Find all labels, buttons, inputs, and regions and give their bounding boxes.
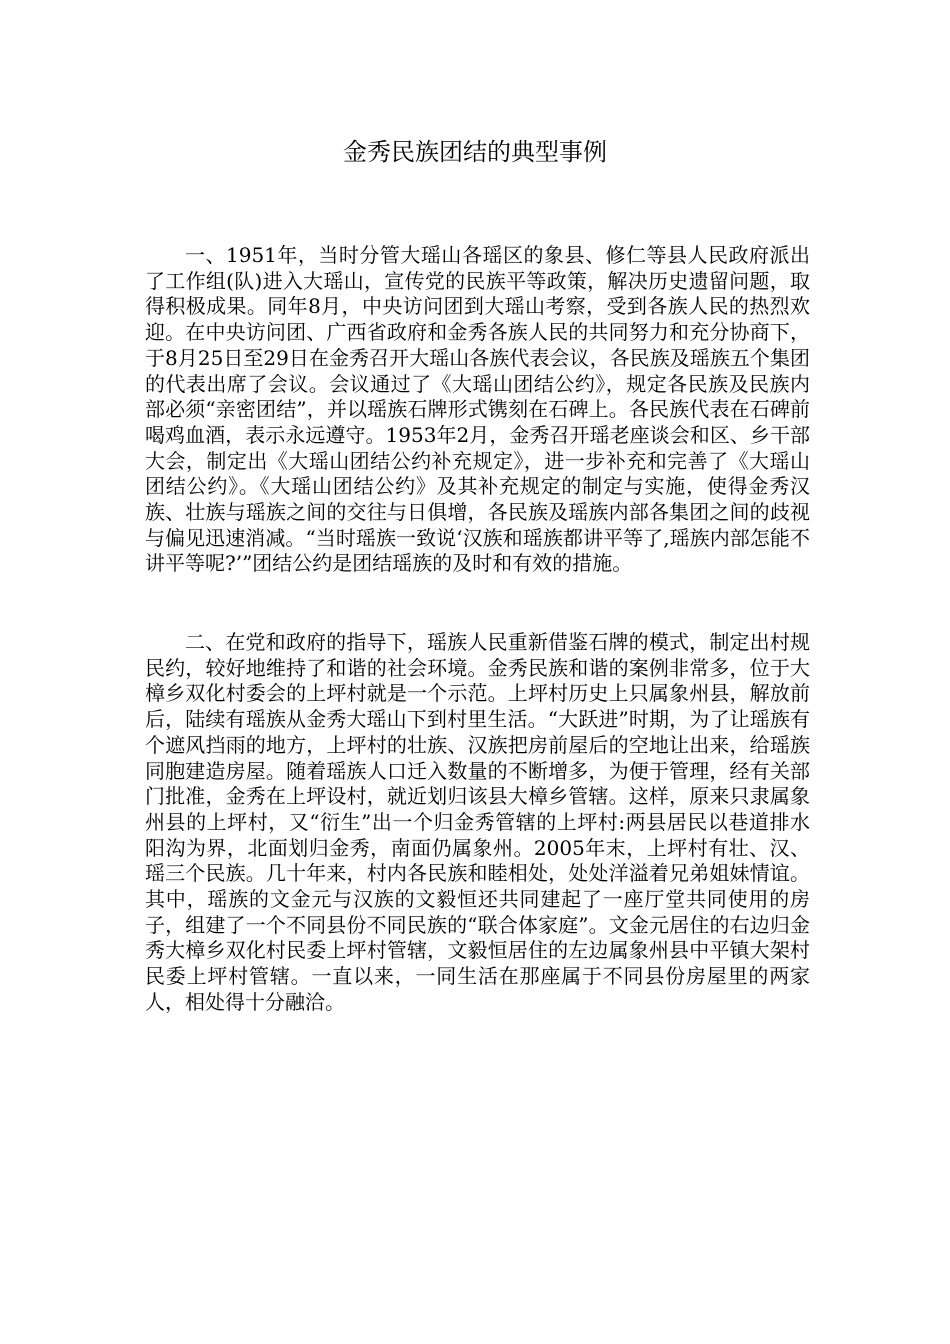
paragraph-1: 一、1951年，当时分管大瑶山各瑶区的象县、修仁等县人民政府派出了工作组(队)进入大瑶山，宣传党的民族平等政策，解决历史遗留问题，取得积极成果。同年8月，中央访问团到大瑶山考察，受到各族人民的热烈欢迎。在中央访问团、广西省政府和金秀各族人民的共同努力和充分协商下，于8月25日至29日在金秀召开大瑶山各族代表会议，各民族及瑶族五个集团的代表出席了会议。会议通过了《大瑶山团结公约》，规定各民族及民族内部必须“亲密团结”，并以瑶族石牌形式镌刻在石碑上。各民族代表在石碑前喝鸡血酒，表示永远遵守。1953年2月，金秀召开瑶老座谈会和区、乡干部大会，制定出《大瑶山团结公约补充规定》，进一步补充和完善了《大瑶山团结公约》。《大瑶山团结公约》及其补充规定的制定与实施，使得金秀汉族、壮族与瑶族之间的交往与日俱增，各民族及瑶族内部各集团之间的歧视与偏见迅速消减。“当时瑶族一致说‘汉族和瑶族都讲平等了,瑶族内部怎能不讲平等呢?’”团结公约是团结瑶族的及时和有效的措施。 xyxy=(145,243,810,576)
page-title: 金秀民族团结的典型事例 xyxy=(343,138,607,166)
paragraph-2: 二、在党和政府的指导下，瑶族人民重新借鉴石牌的模式，制定出村规民约，较好地维持了和谐的社会环境。金秀民族和谐的案例非常多，位于大樟乡双化村委会的上坪村就是一个示范。上坪村历史上只属象州县，解放前后，陆续有瑶族从金秀大瑶山下到村里生活。“大跃进”时期，为了让瑶族有个遮风挡雨的地方，上坪村的壮族、汉族把房前屋后的空地让出来，给瑶族同胞建造房屋。随着瑶族人口迁入数量的不断增多，为便于管理，经有关部门批准，金秀在上坪设村，就近划归该县大樟乡管辖。这样，原来只隶属象州县的上坪村，又“衍生”出一个归金秀管辖的上坪村:两县居民以巷道排水阳沟为界，北面划归金秀，南面仍属象州。2005年末，上坪村有壮、汉、瑶三个民族。几十年来，村内各民族和睦相处，处处洋溢着兄弟姐妹情谊。其中，瑶族的文金元与汉族的文毅恒还共同建起了一座厅堂共同使用的房子，组建了一个不同县份不同民族的“联合体家庭”。文金元居住的右边归金秀大樟乡双化村民委上坪村管辖，文毅恒居住的左边属象州县中平镇大架村民委上坪村管辖。一直以来，一同生活在那座属于不同县份房屋里的两家人，相处得十分融洽。 xyxy=(145,630,810,1014)
